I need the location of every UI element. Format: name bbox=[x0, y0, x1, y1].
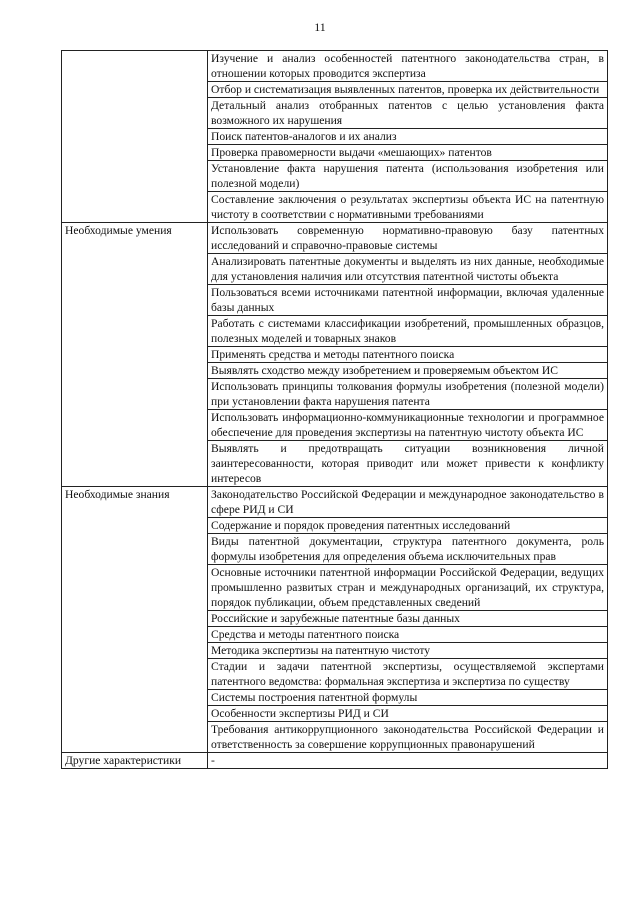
table-cell-item bbox=[208, 347, 608, 363]
item-text: Методика экспертизы на патентную чистоту bbox=[211, 644, 431, 657]
item-text: Выявлять и предотвращать ситуации возникновения личной заинтересованности, которая приводит или может привести к конфликту интересов bbox=[211, 442, 604, 485]
table-cell-item bbox=[208, 753, 608, 769]
table-cell-item bbox=[208, 410, 608, 441]
table-cell-item bbox=[208, 565, 608, 611]
requirements-table bbox=[61, 50, 608, 769]
table-cell-item bbox=[208, 285, 608, 316]
item-text: Средства и методы патентного поиска bbox=[211, 628, 400, 641]
table-cell-item bbox=[208, 690, 608, 706]
table-cell-item bbox=[208, 254, 608, 285]
item-text: - bbox=[211, 754, 215, 767]
table-row bbox=[62, 487, 608, 518]
item-text: Пользоваться всеми источниками патентной информации, включая удаленные базы данных bbox=[211, 286, 604, 314]
knowledge-section-label: Необходимые знания bbox=[62, 487, 208, 753]
table-cell-item bbox=[208, 611, 608, 627]
item-text: Основные источники патентной информации Российской Федерации, ведущих промышленно развитых стран и международных организаций, их структура, порядок публикации, объем представленных сведений bbox=[211, 566, 604, 609]
item-text: Особенности экспертизы РИД и СИ bbox=[211, 707, 389, 720]
table-cell-item bbox=[208, 659, 608, 690]
item-text: Проверка правомерности выдачи «мешающих» патентов bbox=[211, 146, 492, 159]
table-cell-item bbox=[208, 487, 608, 518]
table-cell-item bbox=[208, 98, 608, 129]
item-text: Отбор и систематизация выявленных патентов, проверка их действительности bbox=[211, 83, 600, 96]
page-number: 11 bbox=[314, 20, 326, 34]
table-cell-item bbox=[208, 518, 608, 534]
item-text: Российские и зарубежные патентные базы данных bbox=[211, 612, 460, 625]
table-cell-item bbox=[208, 706, 608, 722]
table-cell-item bbox=[208, 363, 608, 379]
table-cell-item bbox=[208, 51, 608, 82]
table-cell-item bbox=[208, 316, 608, 347]
item-text: Применять средства и методы патентного поиска bbox=[211, 348, 455, 361]
item-text: Использовать современную нормативно-правовую базу патентных исследований и справочно-правовые системы bbox=[211, 224, 604, 252]
table-cell-item bbox=[208, 161, 608, 192]
item-text: Анализировать патентные документы и выделять из них данные, необходимые для установления наличия или отсутствия патентной чистоты объекта bbox=[211, 255, 604, 283]
item-text: Выявлять сходство между изобретением и проверяемым объектом ИС bbox=[211, 364, 558, 377]
item-text: Изучение и анализ особенностей патентного законодательства стран, в отношении которых проводится экспертиза bbox=[211, 52, 604, 80]
table-row bbox=[62, 753, 608, 769]
table-cell-item bbox=[208, 192, 608, 223]
item-text: Поиск патентов-аналогов и их анализ bbox=[211, 130, 397, 143]
item-text: Требования антикоррупционного законодательства Российской Федерации и ответственность за совершение коррупционных правонарушений bbox=[211, 723, 604, 751]
table-row bbox=[62, 223, 608, 254]
table-cell-item bbox=[208, 129, 608, 145]
table-cell-item bbox=[208, 379, 608, 410]
item-text: Установление факта нарушения патента (использования изобретения или полезной модели) bbox=[211, 162, 604, 190]
table-cell-item bbox=[208, 441, 608, 487]
table-cell-item bbox=[208, 627, 608, 643]
table-row bbox=[62, 51, 608, 82]
table-cell-item bbox=[208, 534, 608, 565]
item-text: Работать с системами классификации изобретений, промышленных образцов, полезных моделей и товарных знаков bbox=[211, 317, 604, 345]
item-text: Использовать принципы толкования формулы изобретения (полезной модели) при установлении факта нарушения патента bbox=[211, 380, 604, 408]
item-text: Законодательство Российской Федерации и международное законодательство в сфере РИД и СИ bbox=[211, 488, 604, 516]
item-text: Детальный анализ отобранных патентов с целью установления факта возможного их нарушения bbox=[211, 99, 604, 127]
table-cell-item bbox=[208, 223, 608, 254]
item-text: Составление заключения о результатах экспертизы объекта ИС на патентную чистоту в соответствии с нормативными требованиями bbox=[211, 193, 604, 221]
table-cell-item bbox=[208, 643, 608, 659]
table-cell-item bbox=[208, 722, 608, 753]
duties-section-label bbox=[62, 51, 208, 223]
item-text: Содержание и порядок проведения патентных исследований bbox=[211, 519, 511, 532]
table-cell-item bbox=[208, 145, 608, 161]
item-text: Использовать информационно-коммуникационные технологии и программное обеспечение для проведения экспертизы на патентную чистоту объекта ИС bbox=[211, 411, 604, 439]
skills-section-label: Необходимые умения bbox=[62, 223, 208, 487]
item-text: Системы построения патентной формулы bbox=[211, 691, 418, 704]
item-text: Стадии и задачи патентной экспертизы, осуществляемой экспертами патентного ведомства: формальная экспертиза и экспертиза по существу bbox=[211, 660, 604, 688]
other-section-label: Другие характеристики bbox=[62, 753, 208, 769]
item-text: Виды патентной документации, структура патентного документа, роль формулы изобретения для определения объема исключительных прав bbox=[211, 535, 604, 563]
table-cell-item bbox=[208, 82, 608, 98]
